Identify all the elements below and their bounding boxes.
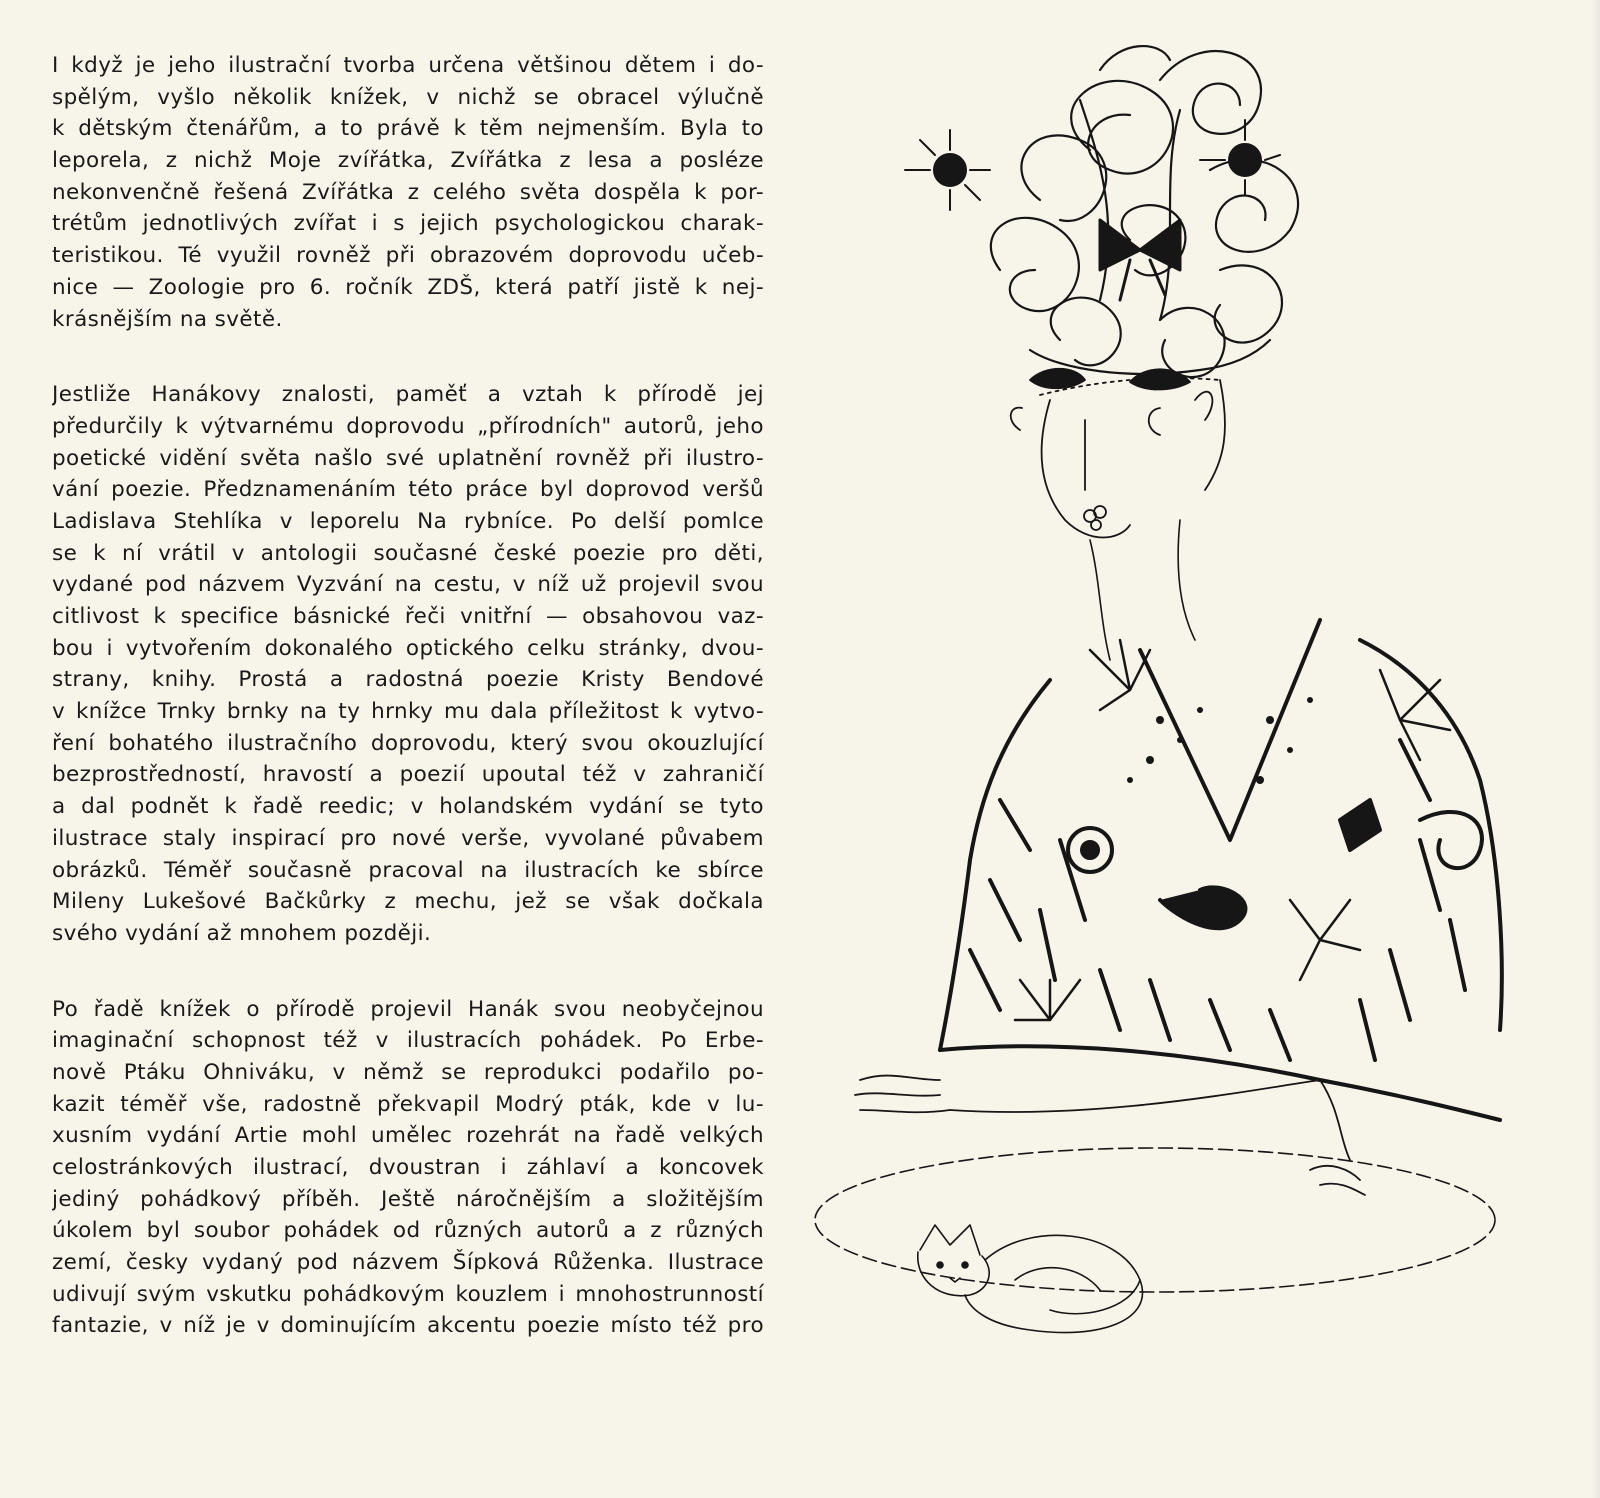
text-line: předurčily k výtvarnému doprovodu „přírodních" autorů, jeho <box>52 413 764 439</box>
shawl-pattern <box>940 620 1502 1120</box>
text-line: spělým, vyšlo několik knížek, v nichž se obracel výlučně <box>52 84 764 110</box>
arm-and-hand <box>855 1076 1365 1195</box>
text-line: Jestliže Hanákovy znalosti, paměť a vztah k přírodě jej <box>52 382 764 408</box>
text-line: nekonvenčně řešená Zvířátka z celého světa dospěla k por- <box>52 179 764 205</box>
text-line: leporela, z nichž Moje zvířátka, Zvířátka z lesa a posléze <box>52 148 764 174</box>
paragraph-3 <box>52 994 764 1343</box>
text-line: poetické vidění světa našlo své uplatnění rovněž při ilustro- <box>52 445 764 471</box>
text-line: fantazie, v níž je v dominujícím akcentu poezie místo též pro <box>52 1313 764 1339</box>
text-line: celostránkových ilustrací, dvoustran i záhlaví a koncovek <box>52 1155 764 1180</box>
text-line: jediný pohádkový příběh. Ještě náročnějším a složitějším <box>52 1186 764 1212</box>
paragraph-1 <box>52 50 764 335</box>
text-line: strany, knihy. Prostá a radostná poezie Kristy Bendové <box>52 667 764 693</box>
text-line: nově Ptáku Ohniváku, v němž se reprodukci podařilo po- <box>52 1059 764 1085</box>
text-line: k dětským čtenářům, a to právě k těm nejmenším. Byla to <box>52 116 764 142</box>
text-line: imaginační schopnost též v ilustracích pohádek. Po Erbe- <box>52 1028 764 1054</box>
text-line: vání poezie. Předznamenáním této práce byl doprovod veršů <box>52 477 764 503</box>
text-line: a dal podnět k řadě reedic; v holandském vydání se tyto <box>52 794 764 820</box>
text-line: zemí, česky vydaný pod názvem Šípková Růženka. Ilustrace <box>52 1250 764 1276</box>
text-line: úkolem byl soubor pohádek od různých autorů a z různých <box>52 1218 764 1244</box>
paragraph-2 <box>52 379 764 949</box>
text-line: bou i vytvořením dokonalého optického celku stránky, dvou- <box>52 635 764 661</box>
text-line: Po řadě knížek o přírodě projevil Hanák svou neobyčejnou <box>52 996 764 1022</box>
text-line: vydané pod názvem Vyzvání na cestu, v níž už projevil svou <box>52 572 764 598</box>
text-line: udivují svým vskutku pohádkovým kouzlem i mnohostrunností <box>52 1281 764 1307</box>
hair-bow <box>1100 220 1180 300</box>
text-line: citlivost k specifice básnické řeči vnitřní — obsahovou vaz- <box>52 604 764 629</box>
neck <box>1090 520 1195 660</box>
text-line: I když je jeho ilustrační tvorba určena většinou dětem i do- <box>52 53 764 78</box>
text-line: v knížce Trnky brnky na ty hrnky mu dala příležitost k vytvo- <box>52 699 764 725</box>
page-edge-shadow <box>1592 0 1600 1498</box>
ink-illustration-woman-with-cat <box>800 20 1580 1400</box>
text-line: krásnějším na světě. <box>52 306 283 332</box>
text-line: bezprostředností, hravostí a poezií upoutal též v zahraničí <box>52 762 764 788</box>
text-line: obrázků. Téměř současně pracoval na ilustracích ke sbírce <box>52 857 764 883</box>
text-line: svého vydání až mnohem později. <box>52 920 432 946</box>
text-line: nice — Zoologie pro 6. ročník ZDŠ, která patří jistě k nej- <box>52 274 764 300</box>
plate-ellipse <box>815 1148 1495 1292</box>
sleeping-cat <box>918 1225 1143 1333</box>
text-line: ilustrace staly inspirací pro nové verše, vyvolané půvabem <box>52 825 764 851</box>
text-line: trétům jednotlivých zvířat i s jejich psychologickou charak- <box>52 211 764 237</box>
text-line: Mileny Lukešové Bačkůrky z mechu, jež se však dočkala <box>52 889 764 915</box>
text-line: teristikou. Té využil rovněž při obrazovém doprovodu učeb- <box>52 243 764 269</box>
text-line: Ladislava Stehlíka v leporelu Na rybníce. Po delší pomlce <box>52 508 764 534</box>
face <box>1011 369 1225 538</box>
text-line: xusním vydání Artie mohl umělec rozehrát na řadě velkých <box>52 1123 764 1149</box>
hair-swirls <box>991 46 1298 377</box>
text-line: ření bohatého ilustračního doprovodu, který svou okouzlující <box>52 730 764 756</box>
body-text-column <box>52 50 764 1386</box>
text-line: kazit téměř vše, radostně překvapil Modrý pták, kde v lu- <box>52 1091 764 1117</box>
text-line: se k ní vrátil v antologii současné české poezie pro děti, <box>52 540 764 566</box>
